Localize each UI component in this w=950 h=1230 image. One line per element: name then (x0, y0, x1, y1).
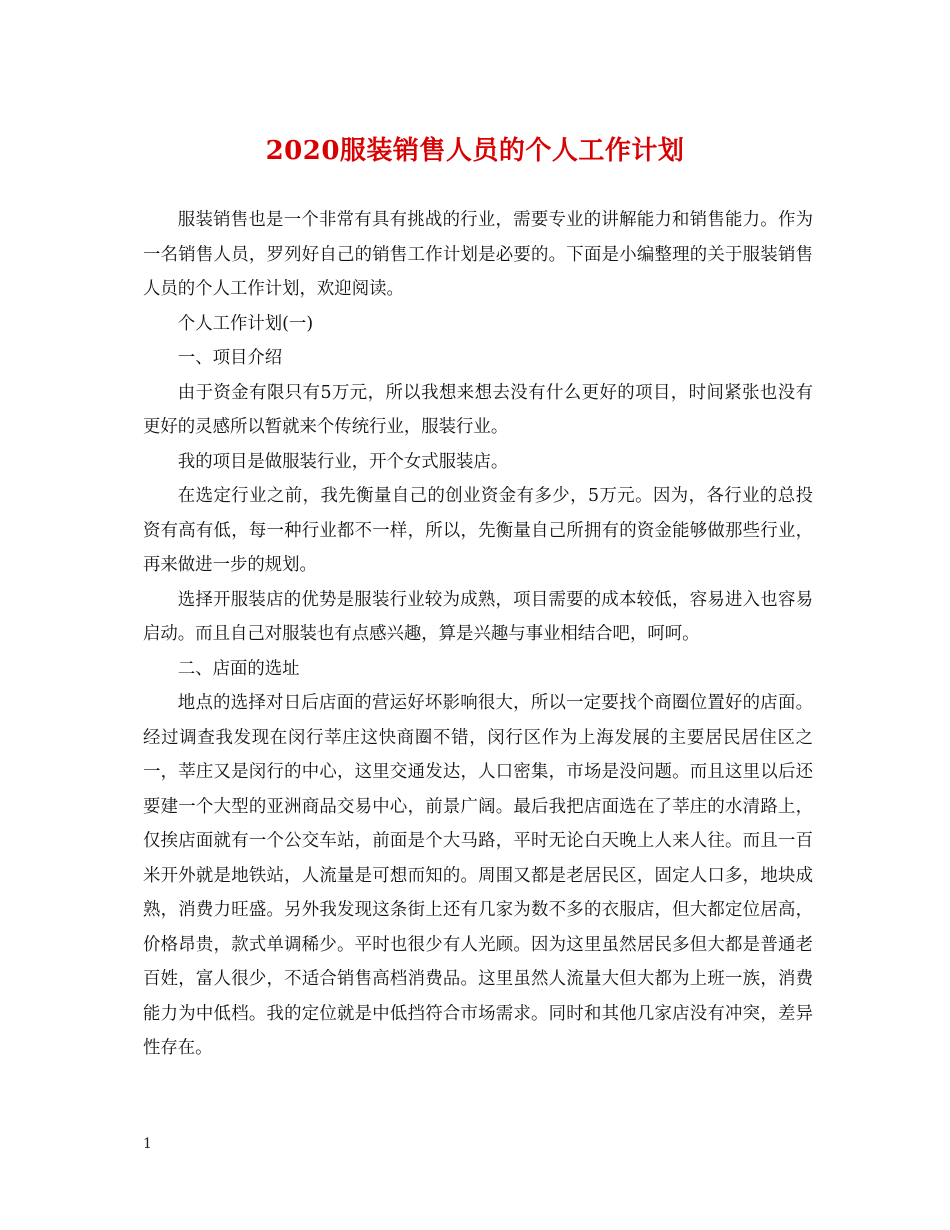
document-title: 2020服装销售人员的个人工作计划 (265, 136, 685, 166)
body-paragraph: 选择开服装店的优势是服装行业较为成熟，项目需要的成本较低，容易进入也容易启动。而且自己对服装也有点感兴趣，算是兴趣与事业相结合吧，呵呵。 (143, 589, 813, 644)
body-paragraph: 我的项目是做服装行业，开个女式服装店。 (177, 451, 509, 472)
section-heading-project-intro: 一、项目介绍 (177, 348, 283, 368)
intro-paragraph: 服装销售也是一个非常有具有挑战的行业，需要专业的讲解能力和销售能力。作为一名销售人员，罗列好自己的销售工作计划是必要的。下面是小编整理的关于服装销售人员的个人工作计划，欢迎阅读。 (143, 210, 813, 299)
section-heading-store-location: 二、店面的选址 (177, 658, 300, 679)
page-number: 1 (143, 1136, 152, 1152)
body-paragraph: 在选定行业之前，我先衡量自己的创业资金有多少，5万元。因为，各行业的总投资有高有低，每一种行业都不一样，所以，先衡量自己所拥有的资金能够做那些行业，再来做进一步的规划。 (143, 486, 813, 575)
document-body (143, 203, 813, 1066)
section-heading-plan-one: 个人工作计划(一) (177, 313, 314, 334)
body-paragraph: 地点的选择对日后店面的营运好坏影响很大，所以一定要找个商圈位置好的店面。经过调查我发现在闵行莘庄这快商圈不错，闵行区作为上海发展的主要居民居住区之一，莘庄又是闵行的中心，这里交通发达，人口密集，市场是没问题。而且这里以后还要建一个大型的亚洲商品交易中心，前景广阔。最后我把店面选在了莘庄的水清路上，仅挨店面就有一个公交车站，前面是个大马路，平时无论白天晚上人来人往。而且一百米开外就是地铁站，人流量是可想而知的。周围又都是老居民区，固定人口多，地块成熟，消费力旺盛。另外我发现这条街上还有几家为数不多的衣服店，但大都定位居高，价格昂贵，款式单调稀少。平时也很少有人光顾。因为这里虽然居民多但大都是普通老百姓，富人很少，不适合销售高档消费品。这里虽然人流量大但大都为上班一族，消费能力为中低档。我的定位就是中低挡符合市场需求。同时和其他几家店没有冲突，差异性存在。 (143, 693, 813, 1058)
body-paragraph: 由于资金有限只有5万元，所以我想来想去没有什么更好的项目，时间紧张也没有更好的灵感所以暂就来个传统行业，服装行业。 (143, 382, 813, 437)
